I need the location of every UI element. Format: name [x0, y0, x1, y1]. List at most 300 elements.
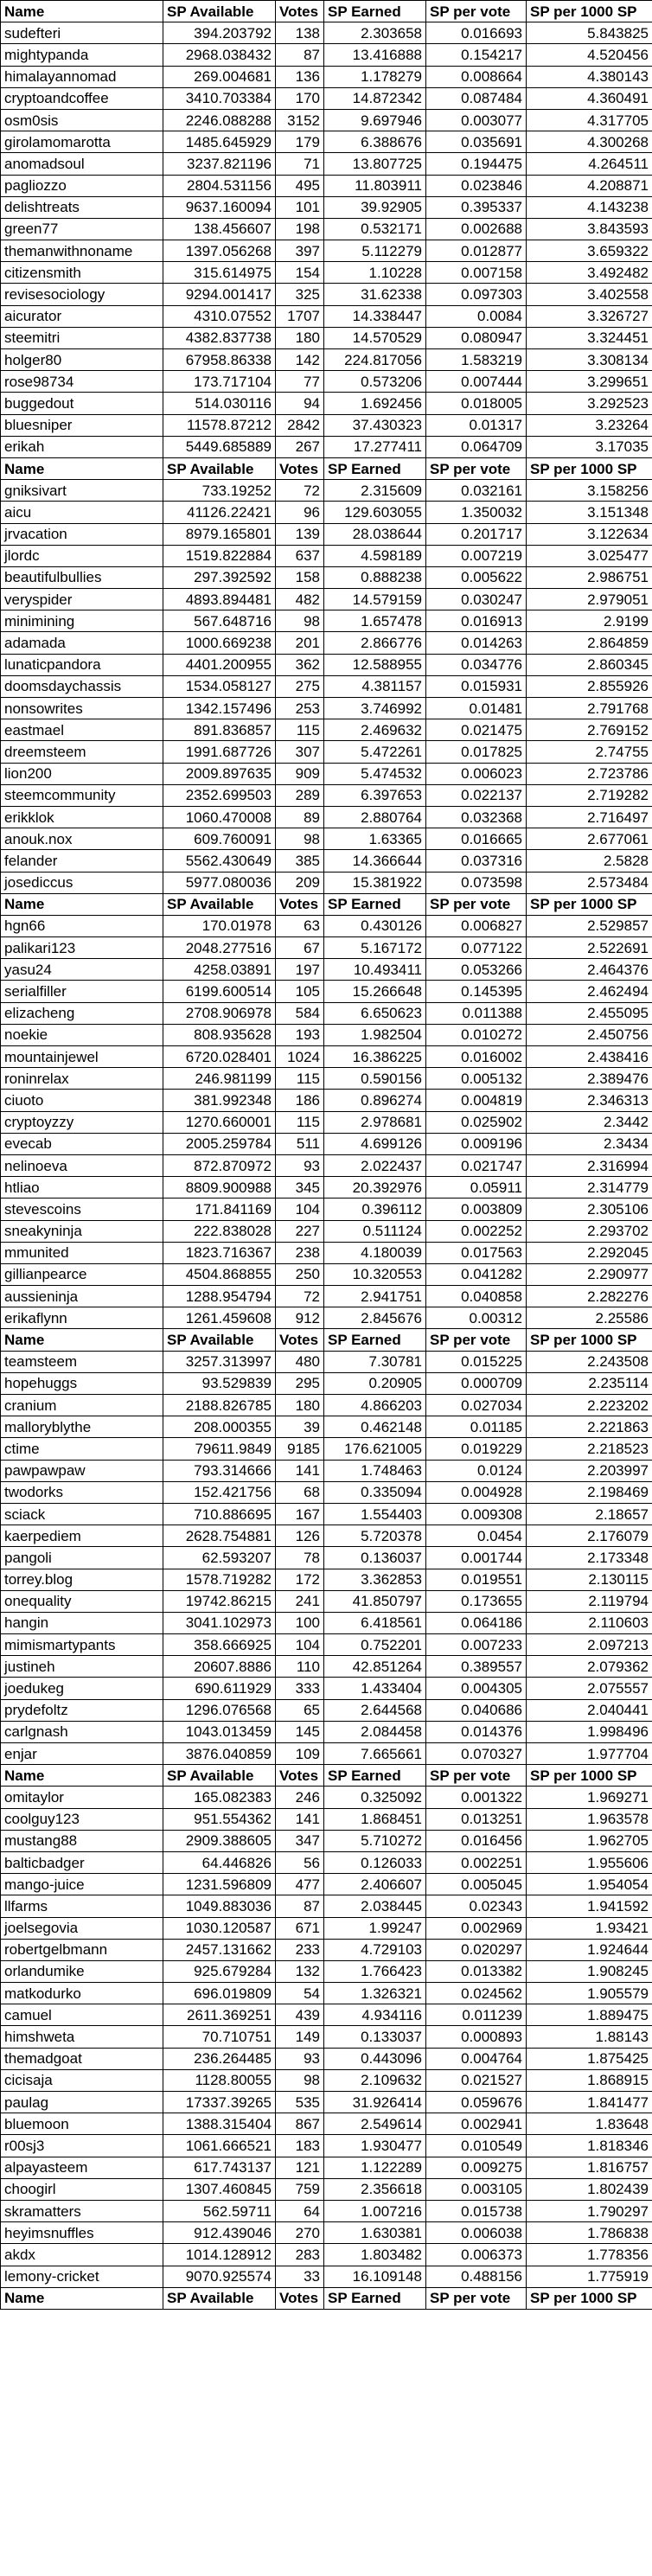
- cell-sp-per-1000: 2.438416: [527, 1046, 652, 1068]
- cell-sp-available: 17337.39265: [163, 2092, 276, 2113]
- cell-sp-per-1000: 1.816757: [527, 2157, 652, 2178]
- table-row: [1, 1547, 652, 1569]
- cell-name: choogirl: [1, 2178, 163, 2200]
- cell-votes: 93: [276, 2048, 324, 2069]
- cell-sp-per-1000: 2.292045: [527, 1242, 652, 1263]
- cell-name: kaerpediem: [1, 1525, 163, 1547]
- cell-sp-available: 925.679284: [163, 1960, 276, 1982]
- cell-sp-available: 4382.837738: [163, 327, 276, 348]
- cell-sp-earned: 31.926414: [324, 2092, 426, 2113]
- header-name: Name: [1, 457, 163, 479]
- cell-name: cicisaja: [1, 2069, 163, 2091]
- cell-sp-available: 381.992348: [163, 1090, 276, 1111]
- cell-sp-per-vote: 1.350032: [426, 502, 527, 523]
- cell-votes: 56: [276, 1851, 324, 1873]
- cell-sp-earned: 1.554403: [324, 1503, 426, 1525]
- cell-sp-per-1000: 2.314779: [527, 1177, 652, 1199]
- cell-sp-earned: 15.266648: [324, 981, 426, 1002]
- cell-sp-per-vote: 0.004819: [426, 1090, 527, 1111]
- cell-sp-earned: 0.325092: [324, 1787, 426, 1808]
- cell-sp-per-vote: 0.000709: [426, 1372, 527, 1394]
- cell-votes: 333: [276, 1678, 324, 1699]
- table-row: [1, 1068, 652, 1090]
- header-votes: Votes: [276, 893, 324, 915]
- cell-sp-per-1000: 2.986751: [527, 566, 652, 588]
- cell-votes: 105: [276, 981, 324, 1002]
- cell-sp-per-vote: 0.00312: [426, 1307, 527, 1329]
- table-row: [1, 1525, 652, 1547]
- table-row: [1, 1634, 652, 1656]
- table-row: [1, 2178, 652, 2200]
- cell-sp-available: 315.614975: [163, 262, 276, 284]
- cell-name: mango-juice: [1, 1874, 163, 1895]
- cell-sp-available: 9637.160094: [163, 196, 276, 218]
- cell-sp-per-1000: 1.955606: [527, 1851, 652, 1873]
- cell-sp-per-vote: 0.201717: [426, 523, 527, 545]
- table-row: [1, 2004, 652, 2026]
- cell-sp-earned: 14.570529: [324, 327, 426, 348]
- cell-votes: 482: [276, 589, 324, 610]
- cell-name: delishtreats: [1, 196, 163, 218]
- cell-sp-per-vote: 0.004928: [426, 1481, 527, 1503]
- header-sp-per-1000: SP per 1000 SP: [527, 1765, 652, 1787]
- cell-sp-available: 793.314666: [163, 1460, 276, 1481]
- cell-sp-per-1000: 3.299651: [527, 371, 652, 393]
- table-row: [1, 1199, 652, 1220]
- cell-sp-available: 3410.703384: [163, 87, 276, 109]
- cell-sp-earned: 3.362853: [324, 1569, 426, 1590]
- cell-votes: 183: [276, 2135, 324, 2157]
- header-sp-earned: SP Earned: [324, 2287, 426, 2309]
- cell-name: evecab: [1, 1133, 163, 1154]
- table-row: [1, 480, 652, 502]
- header-sp-per-vote: SP per vote: [426, 457, 527, 479]
- cell-name: robertgelbmann: [1, 1939, 163, 1960]
- header-sp-per-1000: SP per 1000 SP: [527, 457, 652, 479]
- cell-name: minimining: [1, 610, 163, 632]
- header-sp-available: SP Available: [163, 2287, 276, 2309]
- cell-name: lunaticpandora: [1, 654, 163, 675]
- cell-votes: 198: [276, 218, 324, 240]
- cell-sp-earned: 4.934116: [324, 2004, 426, 2026]
- cell-sp-earned: 5.710272: [324, 1830, 426, 1851]
- cell-sp-earned: 5.112279: [324, 240, 426, 262]
- cell-sp-per-vote: 0.017563: [426, 1242, 527, 1263]
- cell-sp-earned: 5.720378: [324, 1525, 426, 1547]
- table-row: [1, 523, 652, 545]
- cell-sp-earned: 0.20905: [324, 1372, 426, 1394]
- cell-votes: 535: [276, 2092, 324, 2113]
- cell-sp-per-1000: 2.176079: [527, 1525, 652, 1547]
- cell-sp-available: 3876.040859: [163, 1743, 276, 1765]
- table-row: [1, 22, 652, 44]
- cell-sp-per-vote: 0.002252: [426, 1220, 527, 1242]
- header-votes: Votes: [276, 2287, 324, 2309]
- cell-votes: 115: [276, 719, 324, 741]
- cell-sp-earned: 1.122289: [324, 2157, 426, 2178]
- cell-name: serialfiller: [1, 981, 163, 1002]
- cell-sp-per-1000: 1.868915: [527, 2069, 652, 2091]
- cell-sp-available: 2246.088288: [163, 109, 276, 131]
- cell-name: pawpawpaw: [1, 1460, 163, 1481]
- cell-sp-available: 2048.277516: [163, 937, 276, 959]
- cell-name: erikah: [1, 436, 163, 457]
- cell-votes: 477: [276, 1874, 324, 1895]
- cell-sp-available: 710.886695: [163, 1503, 276, 1525]
- cell-sp-available: 3257.313997: [163, 1351, 276, 1372]
- cell-sp-available: 6720.028401: [163, 1046, 276, 1068]
- table-row: [1, 719, 652, 741]
- cell-sp-per-vote: 0.014376: [426, 1721, 527, 1742]
- cell-name: mightypanda: [1, 44, 163, 66]
- table-row: [1, 850, 652, 872]
- cell-sp-per-1000: 2.719282: [527, 784, 652, 806]
- cell-votes: 345: [276, 1177, 324, 1199]
- cell-votes: 909: [276, 763, 324, 784]
- cell-votes: 141: [276, 1808, 324, 1830]
- cell-sp-available: 1000.669238: [163, 632, 276, 654]
- cell-name: camuel: [1, 2004, 163, 2026]
- cell-name: orlandumike: [1, 1960, 163, 1982]
- cell-sp-earned: 11.803911: [324, 175, 426, 196]
- cell-sp-available: 562.59711: [163, 2200, 276, 2221]
- table-row: [1, 2200, 652, 2221]
- cell-name: skramatters: [1, 2200, 163, 2221]
- cell-sp-earned: 0.136037: [324, 1547, 426, 1569]
- cell-sp-per-vote: 0.000893: [426, 2026, 527, 2048]
- cell-sp-available: 1397.056268: [163, 240, 276, 262]
- cell-sp-per-1000: 1.905579: [527, 1983, 652, 2004]
- cell-name: anouk.nox: [1, 828, 163, 850]
- cell-votes: 246: [276, 1787, 324, 1808]
- cell-sp-available: 4401.200955: [163, 654, 276, 675]
- cell-sp-available: 1991.687726: [163, 741, 276, 763]
- cell-sp-per-vote: 0.013382: [426, 1960, 527, 1982]
- cell-sp-earned: 13.416888: [324, 44, 426, 66]
- cell-sp-per-vote: 0.002688: [426, 218, 527, 240]
- cell-sp-earned: 41.850797: [324, 1590, 426, 1612]
- cell-votes: 87: [276, 44, 324, 66]
- cell-sp-per-vote: 0.077122: [426, 937, 527, 959]
- header-sp-per-vote: SP per vote: [426, 2287, 527, 2309]
- cell-sp-available: 93.529839: [163, 1372, 276, 1394]
- cell-name: yasu24: [1, 959, 163, 981]
- cell-sp-earned: 0.511124: [324, 1220, 426, 1242]
- cell-name: citizensmith: [1, 262, 163, 284]
- cell-votes: 104: [276, 1199, 324, 1220]
- cell-sp-per-1000: 2.198469: [527, 1481, 652, 1503]
- cell-votes: 180: [276, 327, 324, 348]
- header-name: Name: [1, 1329, 163, 1351]
- cell-votes: 98: [276, 2069, 324, 2091]
- cell-sp-per-vote: 0.027034: [426, 1395, 527, 1416]
- table-row: [1, 175, 652, 196]
- cell-sp-earned: 3.746992: [324, 698, 426, 719]
- table-row: [1, 349, 652, 371]
- table-row: [1, 1503, 652, 1525]
- cell-sp-per-1000: 2.464376: [527, 959, 652, 981]
- cell-name: palikari123: [1, 937, 163, 959]
- cell-sp-available: 1049.883036: [163, 1895, 276, 1917]
- cell-votes: 480: [276, 1351, 324, 1372]
- table-row: [1, 2069, 652, 2091]
- cell-sp-per-vote: 0.011239: [426, 2004, 527, 2026]
- cell-sp-per-1000: 2.119794: [527, 1590, 652, 1612]
- header-row: [1, 2287, 652, 2309]
- table-row: [1, 915, 652, 936]
- cell-name: anomadsoul: [1, 153, 163, 175]
- cell-sp-per-vote: 0.032368: [426, 806, 527, 828]
- cell-sp-available: 1519.822884: [163, 545, 276, 566]
- header-sp-earned: SP Earned: [324, 1329, 426, 1351]
- cell-sp-available: 696.019809: [163, 1983, 276, 2004]
- cell-votes: 110: [276, 1656, 324, 1678]
- cell-votes: 495: [276, 175, 324, 196]
- cell-name: girolamomarotta: [1, 131, 163, 153]
- cell-name: matkodurko: [1, 1983, 163, 2004]
- cell-sp-earned: 1.748463: [324, 1460, 426, 1481]
- cell-sp-available: 872.870972: [163, 1154, 276, 1176]
- table-row: [1, 1395, 652, 1416]
- header-row: [1, 457, 652, 479]
- cell-name: gillianpearce: [1, 1263, 163, 1285]
- cell-sp-earned: 9.697946: [324, 109, 426, 131]
- cell-votes: 72: [276, 1286, 324, 1307]
- cell-name: cryptoandcoffee: [1, 87, 163, 109]
- cell-sp-per-1000: 2.305106: [527, 1199, 652, 1220]
- cell-sp-earned: 2.038445: [324, 1895, 426, 1917]
- cell-sp-available: 9294.001417: [163, 284, 276, 305]
- cell-name: erikklok: [1, 806, 163, 828]
- cell-sp-per-vote: 0.012877: [426, 240, 527, 262]
- cell-sp-per-vote: 0.007444: [426, 371, 527, 393]
- cell-sp-available: 1342.157496: [163, 698, 276, 719]
- cell-sp-per-vote: 0.073598: [426, 872, 527, 893]
- cell-sp-earned: 5.472261: [324, 741, 426, 763]
- cell-votes: 867: [276, 2113, 324, 2135]
- cell-sp-per-1000: 2.723786: [527, 763, 652, 784]
- cell-votes: 154: [276, 262, 324, 284]
- cell-votes: 197: [276, 959, 324, 981]
- cell-sp-earned: 1.326321: [324, 1983, 426, 2004]
- cell-sp-available: 1485.645929: [163, 131, 276, 153]
- cell-sp-per-vote: 0.145395: [426, 981, 527, 1002]
- cell-sp-per-vote: 0.007158: [426, 262, 527, 284]
- cell-sp-earned: 6.650623: [324, 1002, 426, 1024]
- table-row: [1, 153, 652, 175]
- cell-name: aicu: [1, 502, 163, 523]
- cell-sp-available: 138.456607: [163, 218, 276, 240]
- cell-sp-per-1000: 2.677061: [527, 828, 652, 850]
- cell-sp-available: 9070.925574: [163, 2266, 276, 2287]
- cell-sp-per-vote: 0.025902: [426, 1111, 527, 1133]
- cell-sp-per-1000: 2.040441: [527, 1699, 652, 1721]
- header-sp-earned: SP Earned: [324, 893, 426, 915]
- table-row: [1, 2157, 652, 2178]
- cell-sp-earned: 6.388676: [324, 131, 426, 153]
- table-row: [1, 2266, 652, 2287]
- table-row: [1, 1242, 652, 1263]
- header-row: [1, 1, 652, 22]
- cell-sp-per-1000: 1.93421: [527, 1917, 652, 1939]
- cell-votes: 295: [276, 1372, 324, 1394]
- cell-sp-earned: 16.386225: [324, 1046, 426, 1068]
- cell-votes: 136: [276, 66, 324, 87]
- cell-sp-earned: 5.167172: [324, 937, 426, 959]
- cell-votes: 142: [276, 349, 324, 371]
- cell-sp-earned: 0.462148: [324, 1416, 426, 1438]
- cell-name: lemony-cricket: [1, 2266, 163, 2287]
- cell-sp-available: 4504.868855: [163, 1263, 276, 1285]
- table-row: [1, 1460, 652, 1481]
- cell-sp-earned: 2.866776: [324, 632, 426, 654]
- cell-votes: 149: [276, 2026, 324, 2048]
- cell-votes: 439: [276, 2004, 324, 2026]
- cell-sp-available: 8809.900988: [163, 1177, 276, 1199]
- table-row: [1, 1808, 652, 1830]
- cell-sp-available: 1128.80055: [163, 2069, 276, 2091]
- cell-sp-available: 2909.388605: [163, 1830, 276, 1851]
- cell-votes: 109: [276, 1743, 324, 1765]
- cell-sp-per-vote: 0.034776: [426, 654, 527, 675]
- cell-sp-earned: 2.109632: [324, 2069, 426, 2091]
- cell-votes: 2842: [276, 414, 324, 436]
- cell-votes: 72: [276, 480, 324, 502]
- cell-sp-per-vote: 0.0454: [426, 1525, 527, 1547]
- cell-votes: 78: [276, 1547, 324, 1569]
- cell-name: htliao: [1, 1177, 163, 1199]
- cell-sp-earned: 4.699126: [324, 1133, 426, 1154]
- cell-name: jlordc: [1, 545, 163, 566]
- cell-sp-per-vote: 0.002251: [426, 1851, 527, 1873]
- cell-votes: 241: [276, 1590, 324, 1612]
- cell-sp-per-1000: 1.88143: [527, 2026, 652, 2048]
- cell-sp-per-vote: 0.016913: [426, 610, 527, 632]
- cell-votes: 347: [276, 1830, 324, 1851]
- header-sp-per-vote: SP per vote: [426, 1, 527, 22]
- cell-votes: 100: [276, 1612, 324, 1633]
- cell-sp-per-1000: 3.122634: [527, 523, 652, 545]
- cell-votes: 96: [276, 502, 324, 523]
- cell-sp-per-vote: 0.017825: [426, 741, 527, 763]
- cell-name: enjar: [1, 1743, 163, 1765]
- cell-sp-per-vote: 0.040858: [426, 1286, 527, 1307]
- cell-sp-available: 1014.128912: [163, 2244, 276, 2266]
- table-row: [1, 1046, 652, 1068]
- cell-sp-available: 2352.699503: [163, 784, 276, 806]
- cell-sp-per-vote: 0.005622: [426, 566, 527, 588]
- table-row: [1, 502, 652, 523]
- cell-sp-per-vote: 0.006373: [426, 2244, 527, 2266]
- cell-sp-available: 8979.165801: [163, 523, 276, 545]
- table-row: [1, 1351, 652, 1372]
- cell-sp-per-vote: 0.035691: [426, 131, 527, 153]
- cell-sp-per-vote: 0.037316: [426, 850, 527, 872]
- cell-sp-earned: 1.178279: [324, 66, 426, 87]
- cell-sp-per-1000: 1.889475: [527, 2004, 652, 2026]
- table-row: [1, 2135, 652, 2157]
- cell-sp-available: 208.000355: [163, 1416, 276, 1438]
- table-row: [1, 1481, 652, 1503]
- cell-sp-per-vote: 0.013251: [426, 1808, 527, 1830]
- cell-sp-per-1000: 2.235114: [527, 1372, 652, 1394]
- cell-sp-earned: 1.982504: [324, 1024, 426, 1045]
- cell-name: r00sj3: [1, 2135, 163, 2157]
- cell-sp-earned: 14.366644: [324, 850, 426, 872]
- cell-sp-per-1000: 3.326727: [527, 305, 652, 327]
- cell-sp-per-vote: 0.005045: [426, 1874, 527, 1895]
- cell-name: coolguy123: [1, 1808, 163, 1830]
- cell-sp-earned: 0.430126: [324, 915, 426, 936]
- cell-sp-per-1000: 2.791768: [527, 698, 652, 719]
- cell-sp-per-vote: 0.053266: [426, 959, 527, 981]
- cell-sp-available: 41126.22421: [163, 502, 276, 523]
- cell-votes: 158: [276, 566, 324, 588]
- header-name: Name: [1, 893, 163, 915]
- table-row: [1, 1721, 652, 1742]
- table-row: [1, 1090, 652, 1111]
- cell-sp-per-1000: 2.218523: [527, 1438, 652, 1460]
- cell-name: stevescoins: [1, 1199, 163, 1220]
- cell-sp-earned: 0.133037: [324, 2026, 426, 2048]
- table-row: [1, 327, 652, 348]
- cell-sp-per-vote: 0.041282: [426, 1263, 527, 1285]
- cell-sp-earned: 2.978681: [324, 1111, 426, 1133]
- cell-votes: 233: [276, 1939, 324, 1960]
- cell-sp-per-vote: 0.003077: [426, 109, 527, 131]
- table-row: [1, 240, 652, 262]
- cell-sp-per-vote: 0.488156: [426, 2266, 527, 2287]
- cell-sp-per-1000: 3.324451: [527, 327, 652, 348]
- cell-sp-per-vote: 0.006023: [426, 763, 527, 784]
- cell-sp-earned: 1.630381: [324, 2222, 426, 2244]
- cell-votes: 637: [276, 545, 324, 566]
- table-row: [1, 371, 652, 393]
- cell-sp-earned: 0.396112: [324, 1199, 426, 1220]
- cell-sp-per-vote: 0.059676: [426, 2092, 527, 2113]
- table-row: [1, 1960, 652, 1982]
- cell-sp-per-vote: 0.173655: [426, 1590, 527, 1612]
- cell-sp-per-vote: 0.024562: [426, 1983, 527, 2004]
- cell-votes: 289: [276, 784, 324, 806]
- cell-sp-earned: 224.817056: [324, 349, 426, 371]
- table-row: [1, 131, 652, 153]
- header-sp-available: SP Available: [163, 1, 276, 22]
- cell-sp-earned: 1.007216: [324, 2200, 426, 2221]
- cell-votes: 87: [276, 1895, 324, 1917]
- header-sp-available: SP Available: [163, 893, 276, 915]
- cell-sp-available: 20607.8886: [163, 1656, 276, 1678]
- cell-name: malloryblythe: [1, 1416, 163, 1438]
- header-votes: Votes: [276, 1, 324, 22]
- cell-name: gniksivart: [1, 480, 163, 502]
- header-votes: Votes: [276, 1765, 324, 1787]
- cell-name: alpayasteem: [1, 2157, 163, 2178]
- cell-name: erikaflynn: [1, 1307, 163, 1329]
- cell-sp-per-1000: 2.25586: [527, 1307, 652, 1329]
- cell-votes: 385: [276, 850, 324, 872]
- cell-sp-per-vote: 0.01185: [426, 1416, 527, 1438]
- cell-sp-earned: 1.10228: [324, 262, 426, 284]
- cell-sp-earned: 13.807725: [324, 153, 426, 175]
- cell-votes: 115: [276, 1068, 324, 1090]
- cell-sp-available: 1261.459608: [163, 1307, 276, 1329]
- cell-sp-available: 1060.470008: [163, 806, 276, 828]
- table-row: [1, 1917, 652, 1939]
- cell-sp-available: 1296.076568: [163, 1699, 276, 1721]
- table-row: [1, 1699, 652, 1721]
- cell-sp-per-vote: 0.002941: [426, 2113, 527, 2135]
